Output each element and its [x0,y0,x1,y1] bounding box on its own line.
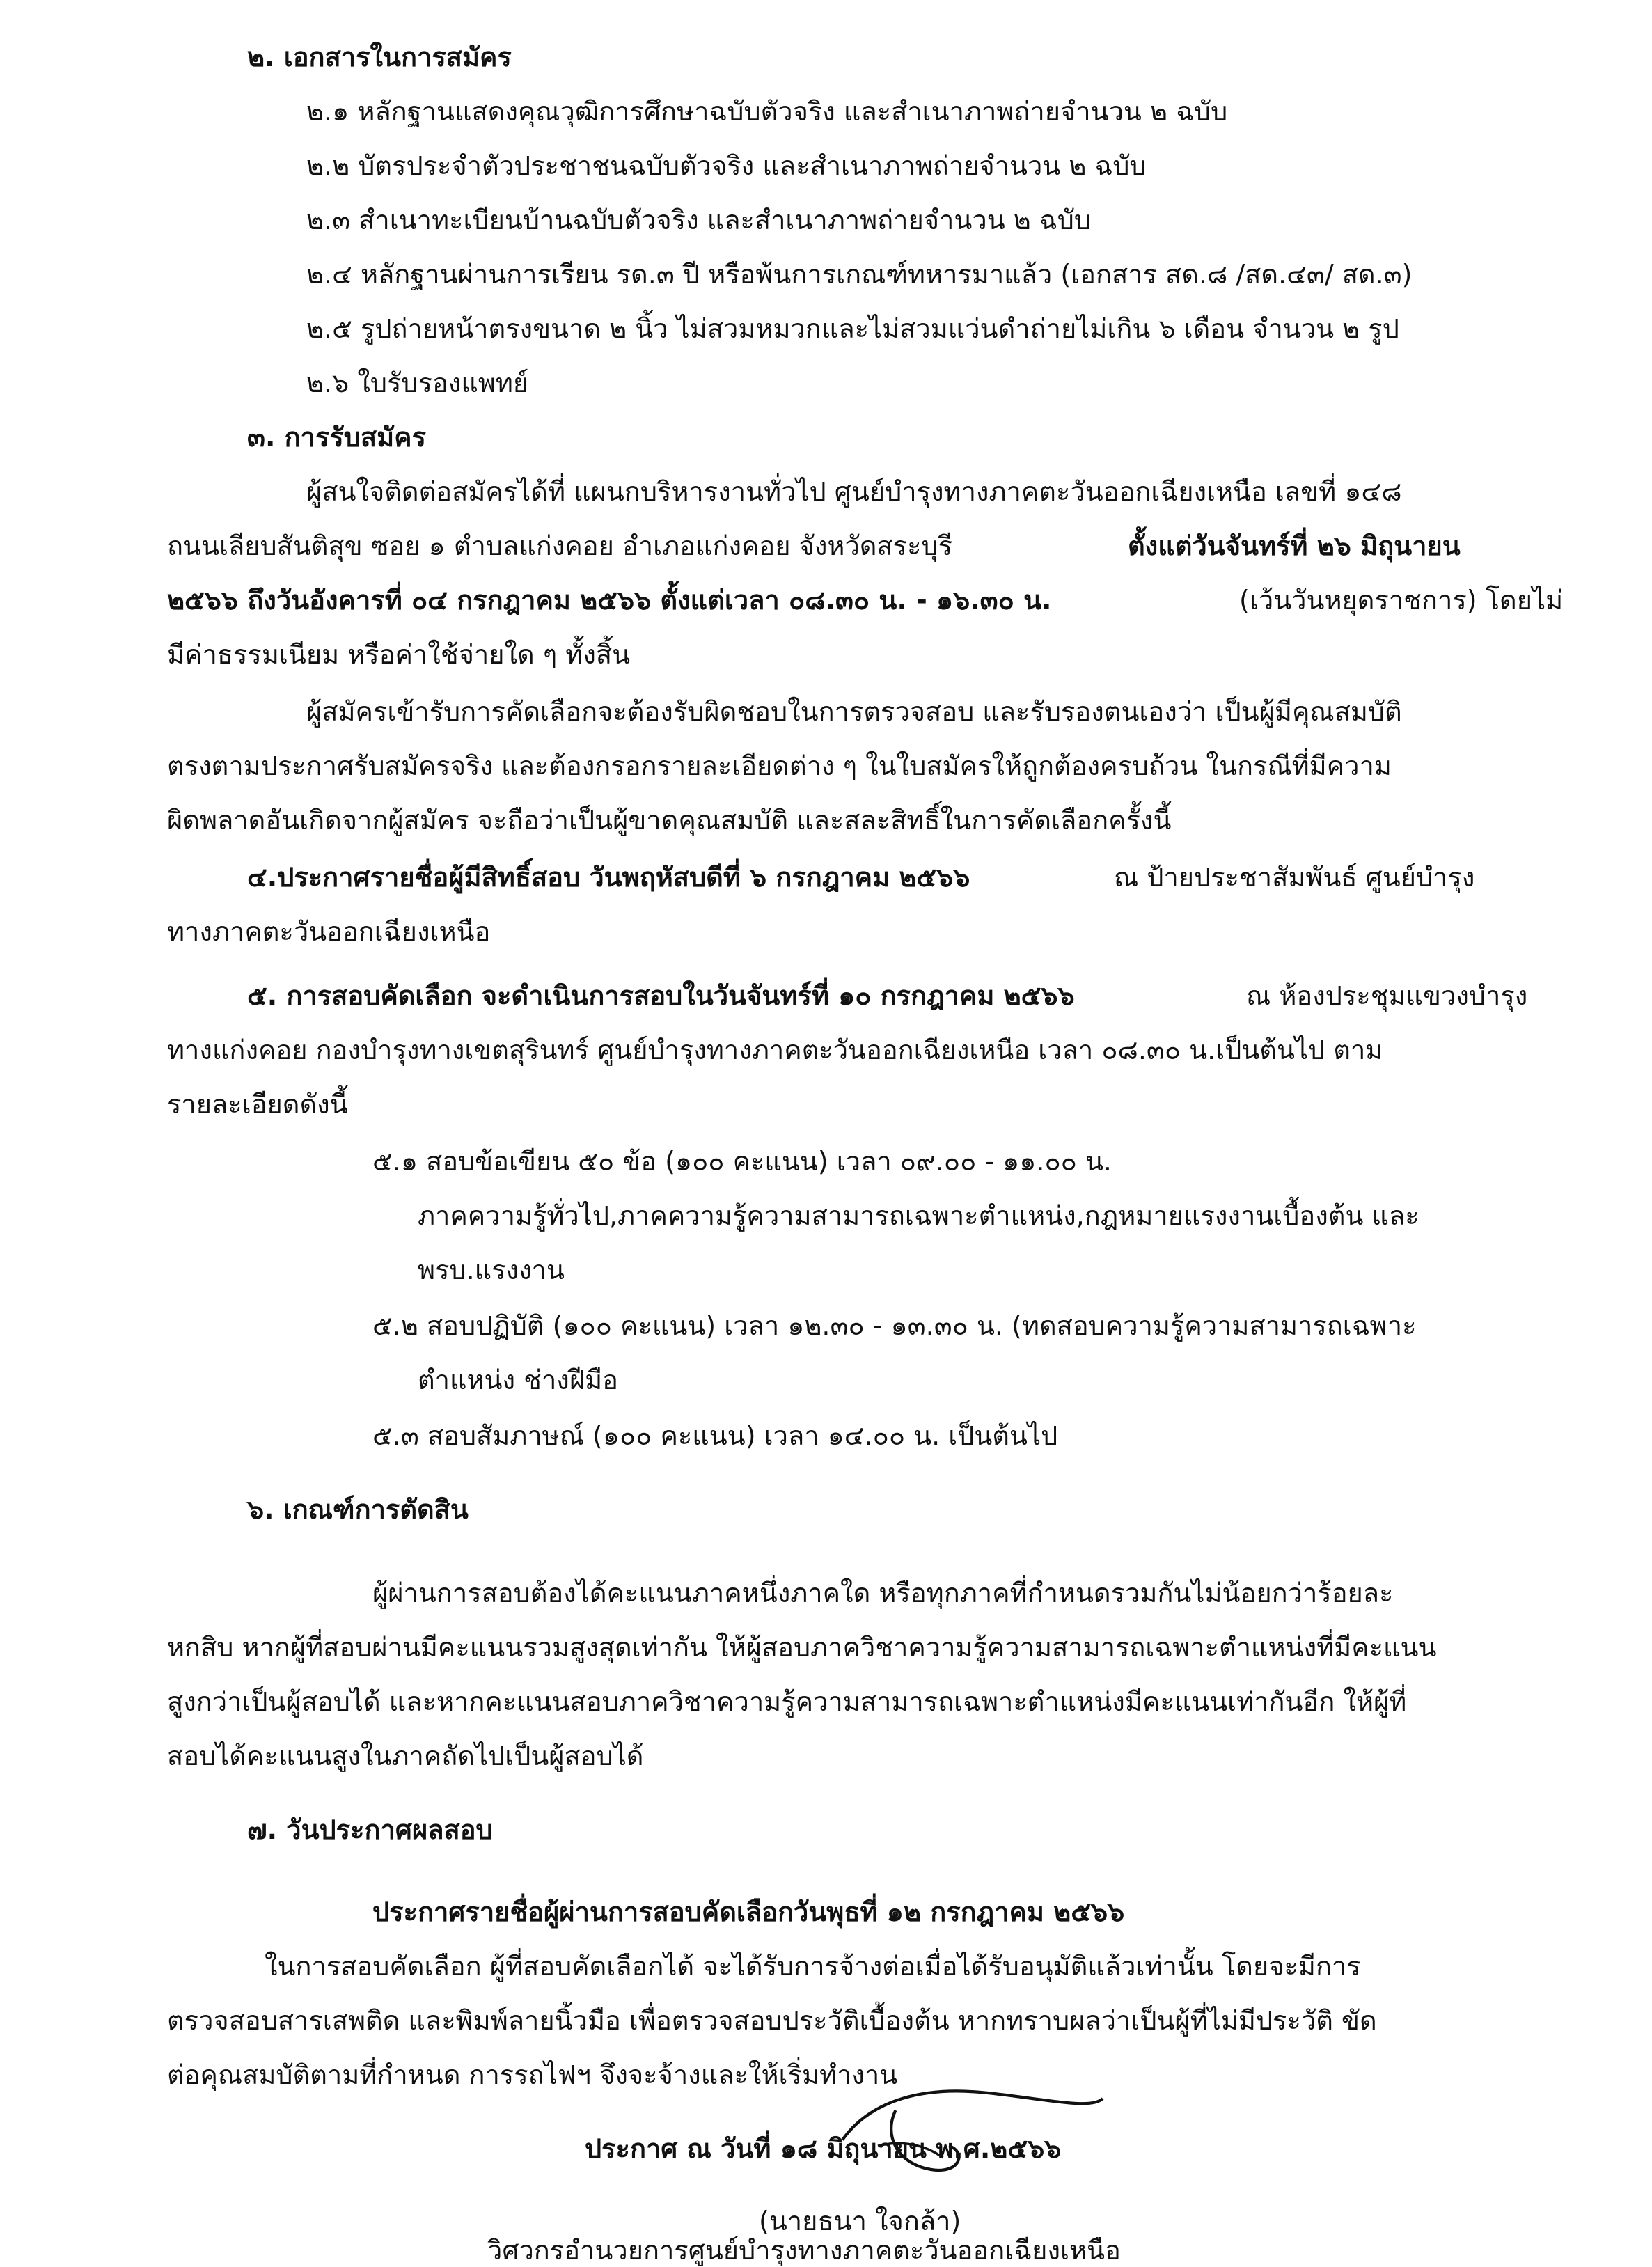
section-3-text: ผู้สมัครเข้ารับการคัดเลือกจะต้องรับผิดชอบในการตรวจสอบ และรับรองตนเองว่า เป็นผู้มีคุณสมบัติ [306,696,1402,727]
section-5-text: ทางแก่งคอย กองบำรุงทางเขตสุรินทร์ ศูนย์บำรุงทางภาคตะวันออกเฉียงเหนือ เวลา ๐๘.๓๐ น.เป็นต้นไป ตาม [167,1035,1383,1065]
section-5-item: ๕.๓ สอบสัมภาษณ์ (๑๐๐ คะแนน) เวลา ๑๔.๐๐ น. เป็นต้นไป [372,1420,1058,1451]
section-5-text: ณ ห้องประชุมแขวงบำรุง [1246,980,1528,1011]
announcement-date: ประกาศ ณ วันที่ ๑๘ มิถุนายน พ.ศ.๒๕๖๖ [585,2133,1062,2164]
signature-mark [780,2075,1142,2193]
section-5-item: ๕.๒ สอบปฏิบัติ (๑๐๐ คะแนน) เวลา ๑๒.๓๐ - ๑๓.๓๐ น. (ทดสอบความรู้ความสามารถเฉพาะ [372,1310,1417,1341]
section-6-text: สูงกว่าเป็นผู้สอบได้ และหากคะแนนสอบภาควิชาความรู้ความสามารถเฉพาะตำแหน่งมีคะแนนเท่ากันอีก ให้ผู้ที่ [167,1686,1407,1717]
section-2-item: ๒.๔ หลักฐานผ่านการเรียน รด.๓ ปี หรือพ้นการเกณฑ์ทหารมาแล้ว (เอกสาร สด.๘ /สด.๔๓/ สด.๓) [306,259,1413,290]
section-3-heading: ๓. การรับสมัคร [247,422,427,453]
section-6-heading: ๖. เกณฑ์การตัดสิน [247,1494,469,1525]
section-6-text: ผู้ผ่านการสอบต้องได้คะแนนภาคหนึ่งภาคใด หรือทุกภาคที่กำหนดรวมกันไม่น้อยกว่าร้อยละ [372,1578,1394,1608]
section-7-text: ตรวจสอบสารเสพติด และพิมพ์ลายนิ้วมือ เพื่อตรวจสอบประวัติเบื้องต้น หากทราบผลว่าเป็นผู้ที่ไม่มีประวัติ ขัด [167,2005,1377,2036]
section-7-heading: ๗. วันประกาศผลสอบ [247,1814,493,1845]
section-3-text: ผิดพลาดอันเกิดจากผู้สมัคร จะถือว่าเป็นผู้ขาดคุณสมบัติ และสละสิทธิ์ในการคัดเลือกครั้งนี้ [167,805,1172,836]
section-3-text: ตรงตามประกาศรับสมัครจริง และต้องกรอกรายละเอียดต่าง ๆ ในใบสมัครให้ถูกต้องครบถ้วน ในกรณีที่มีความ [167,751,1392,781]
section-3-text: ตั้งแต่วันจันทร์ที่ ๒๖ มิถุนายน [1128,531,1461,561]
section-2-item: ๒.๕ รูปถ่ายหน้าตรงขนาด ๒ นิ้ว ไม่สวมหมวกและไม่สวมแว่นดำถ่ายไม่เกิน ๖ เดือน จำนวน ๒ รูป [306,313,1399,344]
section-3-text: มีค่าธรรมเนียม หรือค่าใช้จ่ายใด ๆ ทั้งสิ้น [167,639,631,670]
section-7-text: ในการสอบคัดเลือก ผู้ที่สอบคัดเลือกได้ จะได้รับการจ้างต่อเมื่อได้รับอนุมัติแล้วเท่านั้น โดยจะมีการ [265,1951,1361,1982]
section-4-heading: ๔.ประกาศรายชื่อผู้มีสิทธิ์สอบ วันพฤหัสบดีที่ ๖ กรกฎาคม ๒๕๖๖ [247,862,970,893]
section-3-text: (เว้นวันหยุดราชการ) โดยไม่ [1239,585,1564,615]
section-2-heading: ๒. เอกสารในการสมัคร [247,42,512,72]
section-7-text: ต่อคุณสมบัติตามที่กำหนด การรถไฟฯ จึงจะจ้างและให้เริ่มทำงาน [167,2060,898,2090]
section-3-text: ๒๕๖๖ ถึงวันอังคารที่ ๐๔ กรกฎาคม ๒๕๖๖ ตั้งแต่เวลา ๐๘.๓๐ น. - ๑๖.๓๐ น. [167,585,1052,615]
section-5-text: รายละเอียดดังนี้ [167,1089,348,1120]
section-6-text: สอบได้คะแนนสูงในภาคถัดไปเป็นผู้สอบได้ [167,1741,644,1771]
section-5-item: ภาคความรู้ทั่วไป,ภาคความรู้ความสามารถเฉพาะตำแหน่ง,กฎหมายแรงงานเบื้องต้น และ [418,1200,1419,1231]
section-3-text: ผู้สนใจติดต่อสมัครได้ที่ แผนกบริหารงานทั่วไป ศูนย์บำรุงทางภาคตะวันออกเฉียงเหนือ เลขที่ ๑๔๘ [306,476,1402,507]
section-2-item: ๒.๓ สำเนาทะเบียนบ้านฉบับตัวจริง และสำเนาภาพถ่ายจำนวน ๒ ฉบับ [306,205,1092,235]
section-4-text: ทางภาคตะวันออกเฉียงเหนือ [167,916,491,947]
section-4-text: ณ ป้ายประชาสัมพันธ์ ศูนย์บำรุง [1114,862,1475,893]
section-5-item: พรบ.แรงงาน [418,1255,565,1285]
section-5-heading: ๕. การสอบคัดเลือก จะดำเนินการสอบในวันจันทร์ที่ ๑๐ กรกฎาคม ๒๕๖๖ [247,980,1075,1011]
section-2-item: ๒.๒ บัตรประจำตัวประชาชนฉบับตัวจริง และสำเนาภาพถ่ายจำนวน ๒ ฉบับ [306,150,1147,181]
section-3-text: ถนนเลียบสันติสุข ซอย ๑ ตำบลแก่งคอย อำเภอแก่งคอย จังหวัดสระบุรี [167,531,953,561]
section-2-item: ๒.๑ หลักฐานแสดงคุณวุฒิการศึกษาฉบับตัวจริง และสำเนาภาพถ่ายจำนวน ๒ ฉบับ [306,96,1228,127]
section-2-item: ๒.๖ ใบรับรองแพทย์ [306,368,529,398]
section-5-item: ตำแหน่ง ช่างฝีมือ [418,1365,618,1395]
signer-name: (นายธนา ใจกล้า) [759,2206,961,2236]
section-5-item: ๕.๑ สอบข้อเขียน ๕๐ ข้อ (๑๐๐ คะแนน) เวลา ๐๙.๐๐ - ๑๑.๐๐ น. [372,1146,1112,1177]
section-6-text: หกสิบ หากผู้ที่สอบผ่านมีคะแนนรวมสูงสุดเท่ากัน ให้ผู้สอบภาควิชาความรู้ความสามารถเฉพาะตำแหน่งที่มีคะแนน [167,1632,1437,1663]
results-announcement: ประกาศรายชื่อผู้ผ่านการสอบคัดเลือกวันพุธที่ ๑๒ กรกฎาคม ๒๕๖๖ [372,1897,1125,1927]
signer-title: วิศวกรอำนวยการศูนย์บำรุงทางภาคตะวันออกเฉียงเหนือ [487,2235,1121,2266]
